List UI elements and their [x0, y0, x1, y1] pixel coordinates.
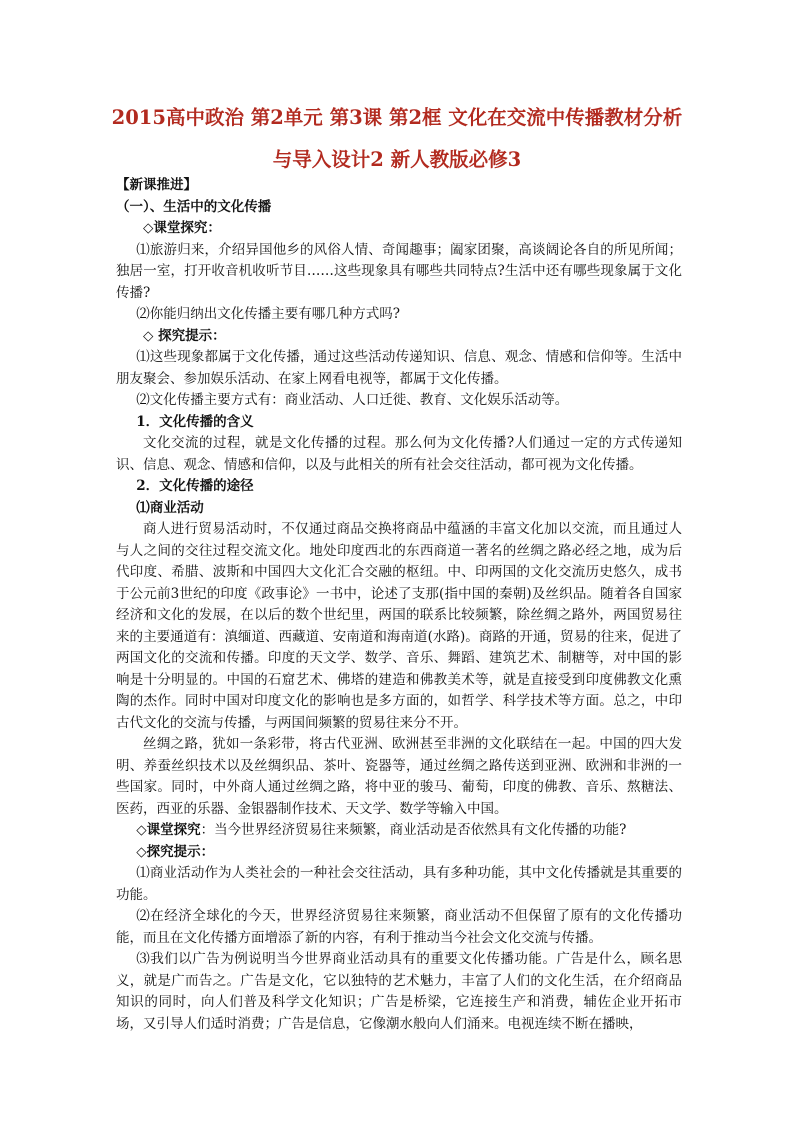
document-title-line-1: 2015高中政治 第2单元 第3课 第2框 文化在交流中传播教材分析 [111, 106, 683, 129]
section-header: 【新课推进】 [116, 177, 197, 193]
answer-paragraph: ⑴商业活动作为人类社会的一种社会交往活动，具有多种功能，其中文化传播就是其重要的功能。 [116, 865, 682, 903]
question-paragraph: ⑵你能归纳出文化传播主要有哪几种方式吗? [136, 306, 400, 322]
heading-ways: 2．文化传播的途径 [136, 478, 254, 494]
hint-label: ◇探究提示： [136, 843, 215, 860]
answer-paragraph: ⑴这些现象都属于文化传播，通过这些活动传递知识、信息、观念、情感和信仰等。生活中朋友聚会、参加娱乐活动、在家上网看电视等，都属于文化传播。 [116, 349, 682, 387]
question-paragraph: ⑴旅游归来，介绍异国他乡的风俗人情、奇闻趣事；阖家团聚，高谈阔论各自的所见所闻；独居一室，打开收音机收听节目……这些现象具有哪些共同特点?生活中还有哪些现象属于文化传播? [116, 241, 682, 301]
explore-label: ◇课堂探究： [143, 220, 221, 236]
answer-paragraph: ⑵文化传播主要方式有：商业活动、人口迁徙、教育、文化娱乐活动等。 [136, 392, 569, 408]
document-title-line-2: 与导入设计2 新人教版必修3 [272, 148, 522, 171]
explore-question-text: ：当今世界经济贸易往来频繁，商业活动是否依然具有文化传播的功能? [200, 822, 627, 838]
body-paragraph: 丝绸之路，犹如一条彩带，将古代亚洲、欧洲甚至非洲的文化联结在一起。中国的四大发明、养蚕丝织技术以及丝绸织品、茶叶、瓷器等，通过丝绸之路传送到亚洲、欧洲和非洲的一些国家。同时，中外商人通过丝绸之路，将中亚的骏马、葡萄，印度的佛教、音乐、熬糖法、医药，西亚的乐器、金银器制作技术、天文学、数学等输入中国。 [116, 736, 682, 817]
body-paragraph: 商人进行贸易活动时，不仅通过商品交换将商品中蕴涵的丰富文化加以交流，而且通过人与人之间的交往过程交流文化。地处印度西北的东西商道一著名的丝绸之路必经之地，成为后代印度、希腊、波斯和中国四大文化汇合交融的枢纽。中、印两国的文化交流历史悠久，成书于公元前3世纪的印度《政事论》一书中，论述了支那(指中国的秦朝)及丝织品。随着各自国家经济和文化的发展，在以后的数个世纪里，两国的联系比较频繁，除丝绸之路外，两国贸易往来的主要通道有：滇缅道、西藏道、安南道和海南道(水路)。商路的开通，贸易的往来，促进了两国文化的交流和传播。印度的天文学、数学、音乐、舞蹈、建筑艺术、制糖等，对中国的影响是十分明显的。中国的石窟艺术、佛塔的建造和佛教美术等，就是直接受到印度佛教文化熏陶的杰作。同时中国对印度文化的影响也是多方面的，如哲学、科学技术等方面。总之，中印古代文化的交流与传播，与两国间频繁的贸易往来分不开。 [116, 521, 682, 731]
heading-commerce: ⑴商业活动 [136, 499, 204, 516]
body-paragraph: 文化交流的过程，就是文化传播的过程。那么何为文化传播?人们通过一定的方式传递知识、信息、观念、情感和信仰，以及与此相关的所有社会交往活动，都可视为文化传播。 [116, 435, 682, 473]
explore-label: ◇课堂探究 [136, 822, 201, 838]
document-body [116, 175, 682, 1035]
answer-paragraph: ⑵在经济全球化的今天，世界经济贸易往来频繁，商业活动不但保留了原有的文化传播功能，而且在文化传播方面增添了新的内容，有利于推动当今社会文化交流与传播。 [116, 908, 682, 946]
heading-meaning: 1．文化传播的含义 [136, 413, 254, 430]
subsection-heading: （一）、生活中的文化传播 [116, 198, 272, 215]
explore-question-paragraph [116, 820, 682, 842]
hint-label: ◇ 探究提示： [143, 327, 226, 344]
answer-paragraph: ⑶我们以广告为例说明当今世界商业活动具有的重要文化传播功能。广告是什么，顾名思义，就是广而告之。广告是文化，它以独特的艺术魅力，丰富了人们的文化生活，在介绍商品知识的同时，向人们普及科学文化知识；广告是桥梁，它连接生产和消费，辅佐企业开拓市场，又引导人们适时消费；广告是信息，它像潮水般向人们涌来。电视连续不断在播映， [116, 951, 682, 1032]
